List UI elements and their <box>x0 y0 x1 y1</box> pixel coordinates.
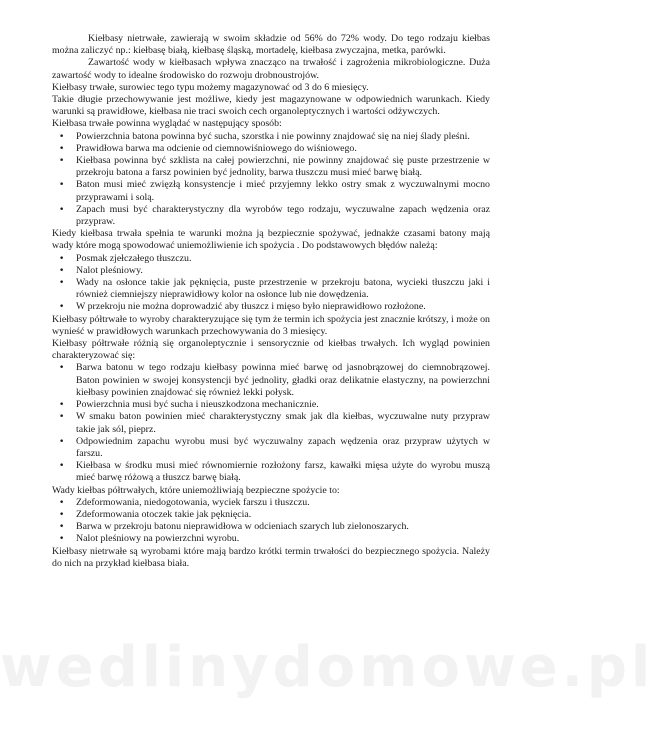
list-item: • Powierzchnia batona powinna być sucha, szorstka i nie powinny znajdować się na niej ślady pleśni. <box>52 131 490 143</box>
list-item: • Barwa w przekroju batonu nieprawidłowa w odcieniach szarych lub zielonoszarych. <box>52 521 490 533</box>
list-item: • Barwa batonu w tego rodzaju kiełbasy powinna mieć barwę od jasnobrązowej do ciemnobrązowej. Baton powinien w swojej konsystencji być jednolity, gładki oraz delikatnie elastyczny, na powierzchni kiełbasy powinien znajdować się również lekki połysk. <box>52 362 490 399</box>
paragraph-durable-appearance: Kiełbasa trwałe powinna wyglądać w następujący sposób: <box>52 118 282 130</box>
watermark: wedlinydomowe.pl <box>0 635 654 700</box>
paragraph-storage-conditions: Takie długie przechowywanie jest możliwe, kiedy jest magazynowane w odpowiednich warunkach. Kiedy warunki są prawidłowe, kiełbasa nie traci swoich cech organoleptycznych i wartości odżywczych. <box>52 94 490 118</box>
list-item: • Powierzchnia musi być sucha i nieuszkodzona mechanicznie. <box>52 399 490 411</box>
paragraph-semi-durable-appearance: Kiełbasy półtrwałe różnią się organoleptycznie i sensorycznie od kiełbas trwałych. Ich wygląd powinien charakteryzować się: <box>52 338 490 362</box>
paragraph-perishable: Kiełbasy nietrwałe są wyrobami które mają bardzo krótki termin trwałości do bezpiecznego spożycia. Należy do nich na przykład kiełbasa biała. <box>52 545 490 569</box>
list-item: • W przekroju nie można doprowadzić aby tłuszcz i mięso było nieprawidłowo rozłożone. <box>52 301 490 313</box>
list-semi-durable-features <box>52 362 490 484</box>
list-item: • Zapach musi być charakterystyczny dla wyrobów tego rodzaju, wyczuwalne zapach wędzenia oraz przypraw. <box>52 204 490 228</box>
list-item: • Kiełbasa powinna być szklista na całej powierzchni, nie powinny znajdować się puste przestrzenie w przekroju batona a farsz powinien być jednolity, barwa tłuszczu musi mieć barwę białą. <box>52 155 490 179</box>
list-durable-defects <box>52 253 490 314</box>
paragraph-durable-defects: Kiedy kiełbasa trwała spełnia te warunki można ją bezpiecznie spożywać, jednakże czasami batony mają wady które mogą spowodować uniemożliwienie ich spożycia . Do podstawowych błędów należą: <box>52 228 490 252</box>
list-item: • W smaku baton powinien mieć charakterystyczny smak jak dla kiełbas, wyczuwalne nuty przypraw takie jak sól, pieprz. <box>52 411 490 435</box>
list-item: • Nalot pleśniowy. <box>52 265 490 277</box>
list-durable-features <box>52 131 490 229</box>
list-item: • Prawidłowa barwa ma odcienie od ciemnowiśniowego do wiśniowego. <box>52 143 490 155</box>
list-item: • Zdeformowania otoczek takie jak pęknięcia. <box>52 509 490 521</box>
list-item: • Baton musi mieć zwięzłą konsystencje i mieć przyjemny lekko ostry smak z wyczuwalnymi mocno przyprawami i solą. <box>52 179 490 203</box>
paragraph-durable-storage: Kiełbasy trwałe, surowiec tego typu możemy magazynować od 3 do 6 miesięcy. <box>52 81 369 93</box>
list-item: • Wady na osłonce takie jak pęknięcia, puste przestrzenie w przekroju batona, wycieki tłuszczu jaki i również ciemniejszy nieprawidłowy kolor na osłonce lub nie dowędzenia. <box>52 277 490 301</box>
paragraph-semi-durable: Kiełbasy półtrwałe to wyroby charakteryzujące się tym że termin ich spożycia jest znacznie krótszy, i może on wynieść w prawidłowych warunkach przechowywania do 3 miesięcy. <box>52 313 490 337</box>
list-semi-durable-defects <box>52 497 490 546</box>
list-item: • Posmak zjełczałego tłuszczu. <box>52 253 490 265</box>
list-item: • Nalot pleśniowy na powierzchni wyrobu. <box>52 533 490 545</box>
list-item: • Kiełbasa w środku musi mieć równomiernie rozłożony farsz, kawałki mięsa użyte do wyrobu muszą mieć barwę różową a tłuszcz barwę białą. <box>52 460 490 484</box>
paragraph-semi-durable-defects: Wady kiełbas półtrwałych, które uniemożliwiają bezpieczne spożycie to: <box>52 484 340 496</box>
paragraph-intro: Kiełbasy nietrwałe, zawierają w swoim składzie od 56% do 72% wody. Do tego rodzaju kiełbas można zaliczyć np.: kiełbasę białą, kiełbasę śląską, mortadelę, kiełbasa zwyczajna, metka, parówki. <box>52 33 490 57</box>
list-item: • Odpowiednim zapachu wyrobu musi być wyczuwalny zapach wędzenia oraz przypraw użytych w farszu. <box>52 436 490 460</box>
list-item: • Zdeformowania, niedogotowania, wyciek farszu i tłuszczu. <box>52 497 490 509</box>
document-page <box>52 33 490 570</box>
paragraph-water-content: Zawartość wody w kiełbasach wpływa znacząco na trwałość i zagrożenia mikrobiologiczne. Duża zawartość wody to idealne środowisko do rozwoju drobnoustrojów. <box>52 57 490 81</box>
